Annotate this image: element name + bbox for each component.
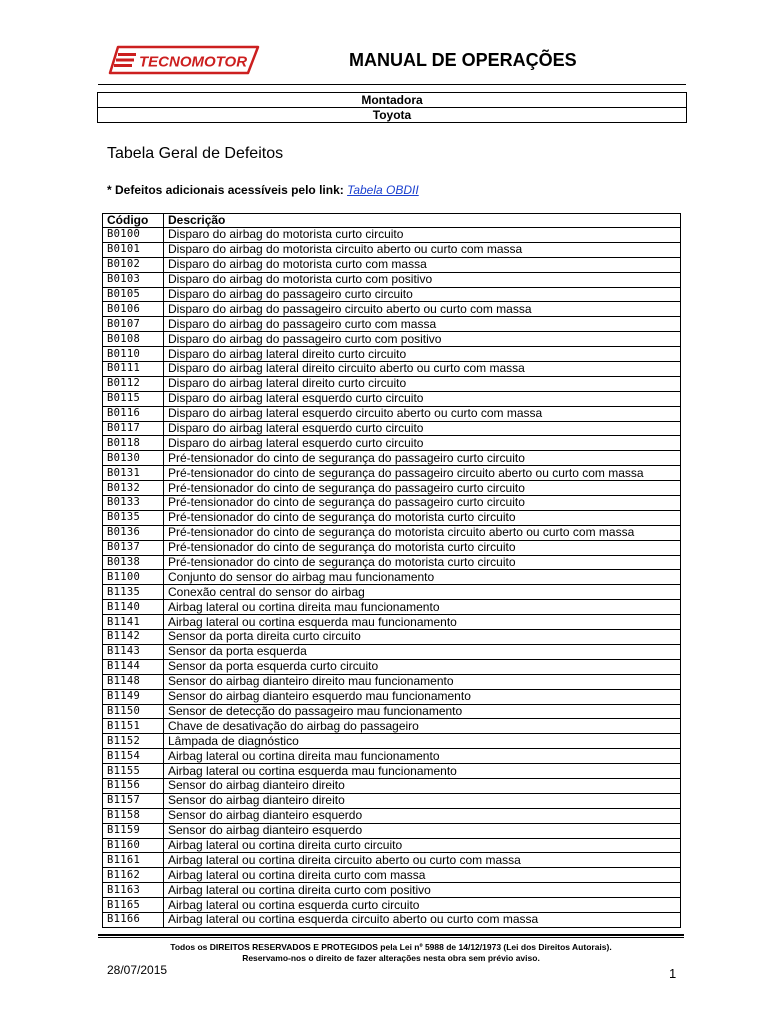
defect-description: Airbag lateral ou cortina direita mau funcionamento	[164, 749, 681, 764]
table-row	[103, 242, 681, 257]
table-row	[103, 391, 681, 406]
defect-code: B1158	[103, 808, 164, 823]
page-number: 1	[669, 966, 677, 981]
defect-description: Disparo do airbag do passageiro circuito aberto ou curto com massa	[164, 302, 681, 317]
obd-note-text: * Defeitos adicionais acessíveis pelo link:	[107, 183, 348, 197]
defect-description: Sensor do airbag dianteiro direito	[164, 778, 681, 793]
defect-code: B0136	[103, 525, 164, 540]
table-row	[103, 853, 681, 868]
defect-code: B0116	[103, 406, 164, 421]
defect-description: Chave de desativação do airbag do passageiro	[164, 719, 681, 734]
table-row	[103, 585, 681, 600]
defect-code: B0131	[103, 466, 164, 481]
defect-description: Pré-tensionador do cinto de segurança do passageiro circuito aberto ou curto com massa	[164, 466, 681, 481]
defect-table	[102, 213, 681, 928]
defect-code: B0100	[103, 228, 164, 243]
defect-code: B1149	[103, 689, 164, 704]
defect-code: B0103	[103, 272, 164, 287]
table-row	[103, 376, 681, 391]
defect-code: B0137	[103, 540, 164, 555]
table-header-row	[103, 214, 681, 228]
defect-description: Sensor de detecção do passageiro mau funcionamento	[164, 704, 681, 719]
defect-description: Disparo do airbag do motorista curto com massa	[164, 257, 681, 272]
table-row	[103, 689, 681, 704]
defect-description: Pré-tensionador do cinto de segurança do motorista curto circuito	[164, 540, 681, 555]
defect-description: Pré-tensionador do cinto de segurança do passageiro curto circuito	[164, 481, 681, 496]
defect-code: B0108	[103, 332, 164, 347]
table-row	[103, 362, 681, 377]
defect-description: Disparo do airbag do passageiro curto com positivo	[164, 332, 681, 347]
defect-description: Airbag lateral ou cortina direita circuito aberto ou curto com massa	[164, 853, 681, 868]
tecnomotor-logo	[108, 44, 260, 76]
table-row	[103, 793, 681, 808]
defect-description: Sensor do airbag dianteiro esquerdo	[164, 808, 681, 823]
table-row	[103, 778, 681, 793]
table-row	[103, 451, 681, 466]
defect-description: Pré-tensionador do cinto de segurança do passageiro curto circuito	[164, 451, 681, 466]
defect-code: B1155	[103, 764, 164, 779]
defect-description: Disparo do airbag lateral esquerdo curto circuito	[164, 421, 681, 436]
defect-description: Airbag lateral ou cortina esquerda mau funcionamento	[164, 764, 681, 779]
footer-date: 28/07/2015	[107, 963, 168, 977]
defect-code: B1141	[103, 615, 164, 630]
defect-code: B0130	[103, 451, 164, 466]
header-divider	[98, 84, 686, 85]
table-row	[103, 808, 681, 823]
column-header-description: Descrição	[164, 214, 681, 228]
defect-code: B1154	[103, 749, 164, 764]
defect-description: Disparo do airbag lateral esquerdo circuito aberto ou curto com massa	[164, 406, 681, 421]
column-header-code: Código	[103, 214, 164, 228]
defect-code: B0112	[103, 376, 164, 391]
table-row	[103, 347, 681, 362]
defect-code: B1150	[103, 704, 164, 719]
defect-description: Pré-tensionador do cinto de segurança do passageiro curto circuito	[164, 496, 681, 511]
defect-code: B1100	[103, 570, 164, 585]
defect-code: B1140	[103, 600, 164, 615]
defect-code: B0135	[103, 510, 164, 525]
footer-divider	[98, 934, 684, 936]
defect-code: B0110	[103, 347, 164, 362]
table-row	[103, 466, 681, 481]
obd-note	[107, 183, 419, 197]
defect-code: B1152	[103, 734, 164, 749]
copyright-line-2: Reservamo-nos o direito de fazer alterações nesta obra sem prévio aviso.	[242, 953, 540, 963]
defect-code: B0118	[103, 436, 164, 451]
defect-code: B1142	[103, 630, 164, 645]
defect-code: B1151	[103, 719, 164, 734]
defect-code: B1144	[103, 659, 164, 674]
defect-description: Sensor do airbag dianteiro direito	[164, 793, 681, 808]
table-row	[103, 406, 681, 421]
defect-code: B0132	[103, 481, 164, 496]
defect-description: Conexão central do sensor do airbag	[164, 585, 681, 600]
defect-description: Disparo do airbag do motorista curto circuito	[164, 228, 681, 243]
defect-description: Pré-tensionador do cinto de segurança do motorista curto circuito	[164, 555, 681, 570]
defect-description: Pré-tensionador do cinto de segurança do motorista circuito aberto ou curto com massa	[164, 525, 681, 540]
defect-code: B1148	[103, 674, 164, 689]
defect-code: B0133	[103, 496, 164, 511]
table-row	[103, 317, 681, 332]
defect-code: B1161	[103, 853, 164, 868]
table-row	[103, 764, 681, 779]
defect-description: Disparo do airbag do passageiro curto com massa	[164, 317, 681, 332]
table-row	[103, 421, 681, 436]
defect-description: Disparo do airbag lateral direito circuito aberto ou curto com massa	[164, 362, 681, 377]
defect-description: Disparo do airbag do motorista circuito aberto ou curto com massa	[164, 242, 681, 257]
defect-code: B1156	[103, 778, 164, 793]
table-row	[103, 823, 681, 838]
table-row	[103, 555, 681, 570]
obd-table-link[interactable]: Tabela OBDII	[347, 183, 419, 197]
defect-code: B1162	[103, 868, 164, 883]
defect-description: Sensor do airbag dianteiro esquerdo	[164, 823, 681, 838]
defect-description: Airbag lateral ou cortina direita curto circuito	[164, 838, 681, 853]
defect-description: Airbag lateral ou cortina direita curto com positivo	[164, 883, 681, 898]
defect-code: B0102	[103, 257, 164, 272]
table-row	[103, 570, 681, 585]
page-header-title: MANUAL DE OPERAÇÕES	[349, 50, 577, 70]
footer-divider-thin	[98, 937, 684, 938]
defect-description: Airbag lateral ou cortina esquerda mau funcionamento	[164, 615, 681, 630]
defect-code: B1159	[103, 823, 164, 838]
defect-code: B0117	[103, 421, 164, 436]
defect-description: Airbag lateral ou cortina esquerda circuito aberto ou curto com massa	[164, 912, 681, 927]
table-row	[103, 883, 681, 898]
defect-description: Lâmpada de diagnóstico	[164, 734, 681, 749]
table-row	[103, 719, 681, 734]
defect-code: B1165	[103, 898, 164, 913]
table-row	[103, 496, 681, 511]
manufacturer-value: Toyota	[372, 108, 412, 122]
table-row	[103, 257, 681, 272]
defect-code: B0115	[103, 391, 164, 406]
defect-code: B0105	[103, 287, 164, 302]
defect-description: Disparo do airbag lateral esquerdo curto circuito	[164, 391, 681, 406]
table-row	[103, 287, 681, 302]
defect-code: B0101	[103, 242, 164, 257]
table-row	[103, 659, 681, 674]
logo-text: TECNOMOTOR	[139, 53, 248, 71]
defect-code: B1166	[103, 912, 164, 927]
table-row	[103, 674, 681, 689]
table-row	[103, 525, 681, 540]
table-row	[103, 302, 681, 317]
table-row	[103, 704, 681, 719]
table-row	[103, 510, 681, 525]
table-row	[103, 912, 681, 927]
table-row	[103, 481, 681, 496]
defect-description: Disparo do airbag do passageiro curto circuito	[164, 287, 681, 302]
defect-code: B1143	[103, 644, 164, 659]
defect-code: B1157	[103, 793, 164, 808]
table-row	[103, 615, 681, 630]
table-row	[103, 600, 681, 615]
table-row	[103, 228, 681, 243]
defect-description: Sensor da porta direita curto circuito	[164, 630, 681, 645]
defect-code: B1160	[103, 838, 164, 853]
defect-code: B0106	[103, 302, 164, 317]
defect-description: Sensor da porta esquerda curto circuito	[164, 659, 681, 674]
table-row	[103, 734, 681, 749]
table-row	[103, 868, 681, 883]
defect-description: Airbag lateral ou cortina direita mau funcionamento	[164, 600, 681, 615]
table-row	[103, 540, 681, 555]
defect-description: Pré-tensionador do cinto de segurança do motorista curto circuito	[164, 510, 681, 525]
copyright-line-1: Todos os DIREITOS RESERVADOS E PROTEGIDOS pela Lei nº 5988 de 14/12/1973 (Lei dos Direitos Autorais).	[170, 942, 612, 952]
defect-description: Airbag lateral ou cortina direita curto com massa	[164, 868, 681, 883]
defect-description: Airbag lateral ou cortina esquerda curto circuito	[164, 898, 681, 913]
defect-code: B1163	[103, 883, 164, 898]
defect-description: Conjunto do sensor do airbag mau funcionamento	[164, 570, 681, 585]
defect-code: B0107	[103, 317, 164, 332]
table-row	[103, 630, 681, 645]
table-row	[103, 838, 681, 853]
defect-description: Sensor da porta esquerda	[164, 644, 681, 659]
defect-code: B0111	[103, 362, 164, 377]
copyright-notice	[98, 942, 684, 964]
table-row	[103, 644, 681, 659]
manufacturer-box	[97, 92, 687, 123]
defect-description: Sensor do airbag dianteiro esquerdo mau funcionamento	[164, 689, 681, 704]
defect-code: B0138	[103, 555, 164, 570]
table-row	[103, 898, 681, 913]
table-row	[103, 749, 681, 764]
table-row	[103, 436, 681, 451]
defect-description: Sensor do airbag dianteiro direito mau funcionamento	[164, 674, 681, 689]
defect-description: Disparo do airbag lateral direito curto circuito	[164, 376, 681, 391]
defect-description: Disparo do airbag lateral direito curto circuito	[164, 347, 681, 362]
defect-description: Disparo do airbag lateral esquerdo curto circuito	[164, 436, 681, 451]
defect-description: Disparo do airbag do motorista curto com positivo	[164, 272, 681, 287]
document-title: Tabela Geral de Defeitos	[107, 145, 284, 162]
defect-code: B1135	[103, 585, 164, 600]
table-row	[103, 272, 681, 287]
table-row	[103, 332, 681, 347]
manufacturer-label: Montadora	[98, 93, 686, 108]
